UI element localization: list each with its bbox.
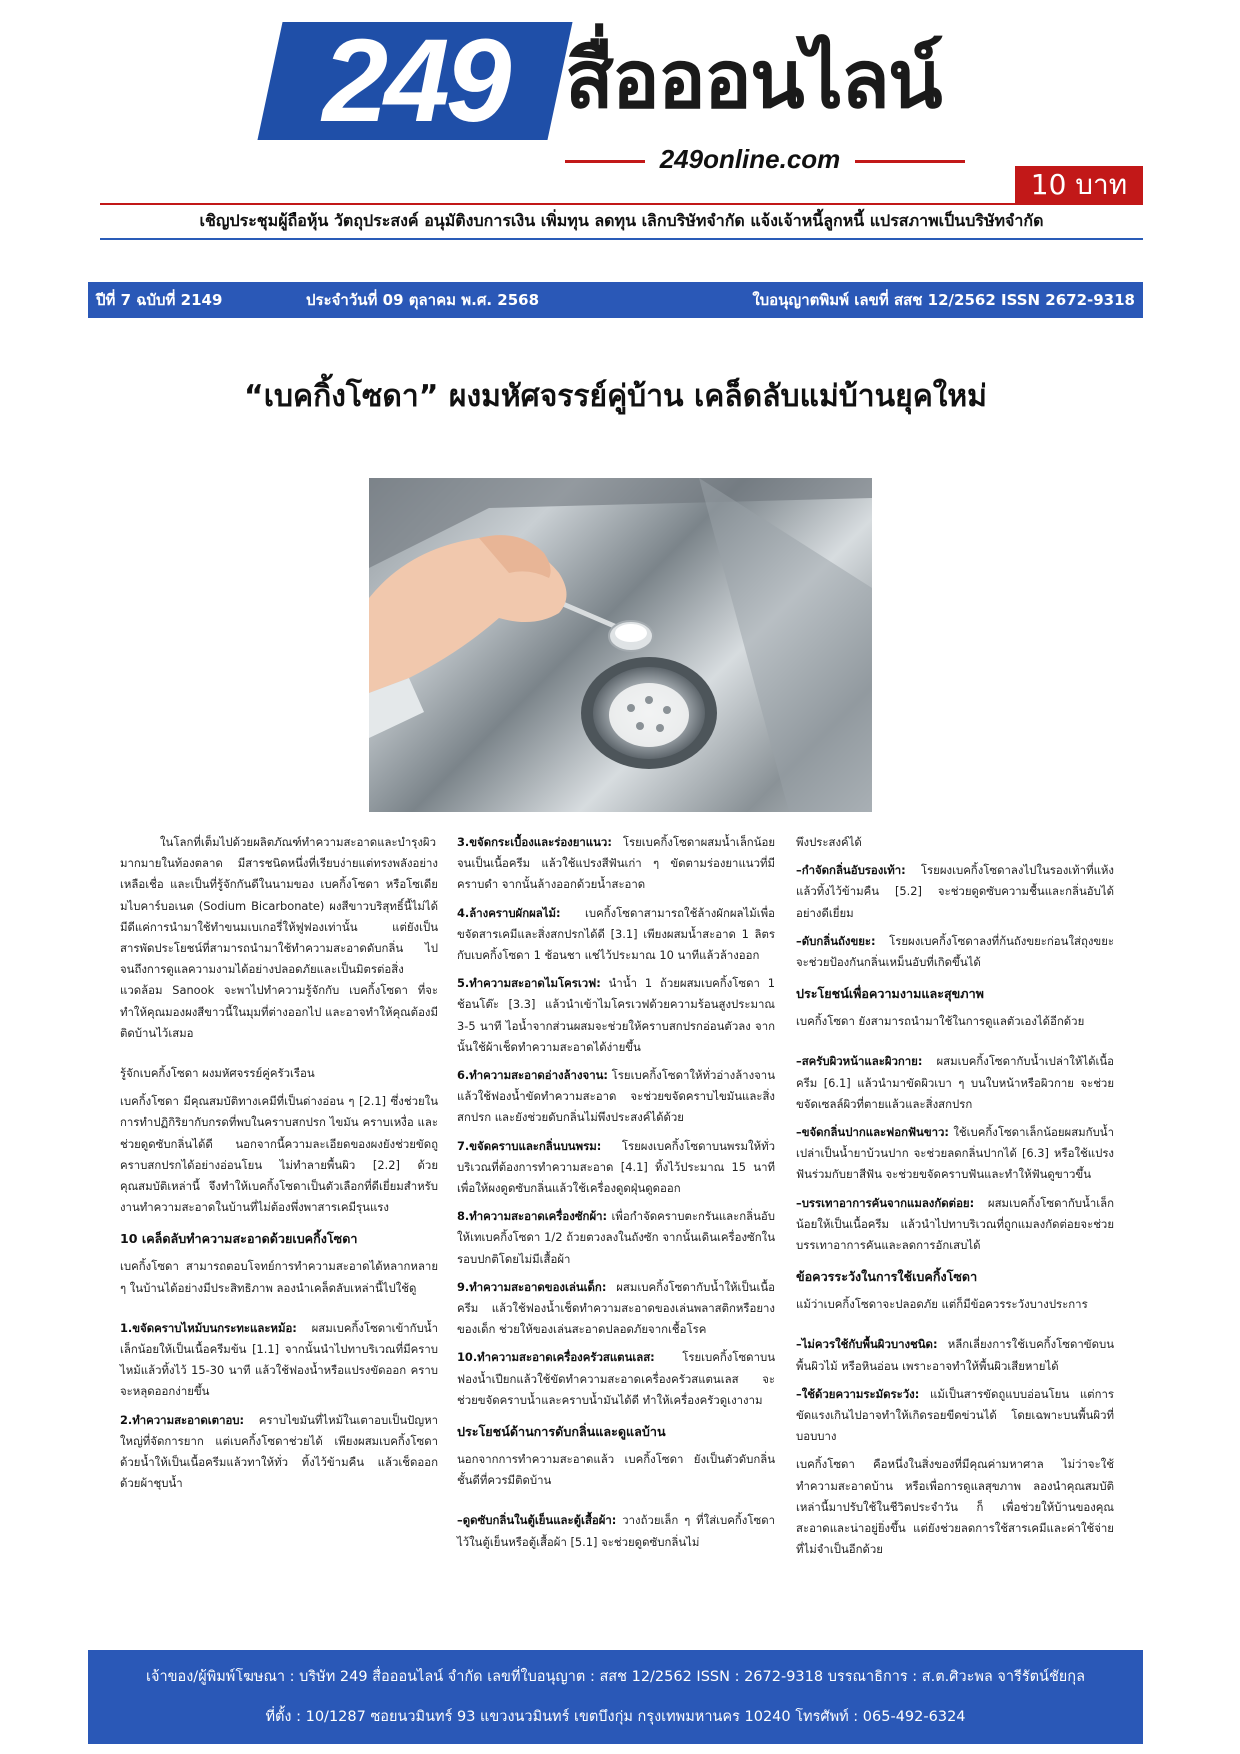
benefit-text: ผสมเบคกิ้งโซดากับน้ำเปล่าให้ได้เนื้อครีม [6.1] แล้วนำมาขัดผิวเบา ๆ บนใบหน้าหรือผิวกาย จะช่วยขจัดเซลล์ผิวที่ตายแล้วและสิ่งสกปรก [796, 1054, 1114, 1111]
footer-address-line: ที่ตั้ง : 10/1287 ซอยนวมินทร์ 93 แขวงนวมินทร์ เขตบึงกุ่ม กรุงเทพมหานคร 10240 โทรศัพท์ : 065-492-6324 [265, 1709, 966, 1725]
masthead-divider-top [100, 203, 1143, 205]
tip-text: ผสมเบคกิ้งโซดาเข้ากับน้ำเล็กน้อยให้เป็นเนื้อครีมข้น [1.1] จากนั้นนำไปทาบริเวณที่มีคราบไหม้แล้วทิ้งไว้ 15-30 นาที แล้วใช้ฟองน้ำหรือแปรงขัดออก คราบจะหลุดออกง่ายขึ้น [120, 1320, 438, 1399]
article-column-3 [796, 832, 1114, 1567]
tip-item [457, 1206, 775, 1270]
tip-text: นำน้ำ 1 ถ้วยผสมเบคกิ้งโซดา 1 ช้อนโต๊ะ [3.3] แล้วนำเข้าไมโครเวฟด้วยความร้อนสูงประมาณ 3-5 นาที ไอน้ำจากส่วนผสมจะช่วยให้คราบสกปรกอ่อนตัวลง จากนั้นใช้ผ้าเช็ดทำความสะอาดได้ง่ายขึ้น [457, 976, 775, 1054]
masthead-divider-bottom [100, 238, 1143, 240]
article-paragraph: เบคกิ้งโซดา มีคุณสมบัติทางเคมีที่เป็นด่างอ่อน ๆ [2.1] ซึ่งช่วยในการทำปฏิกิริยากับกรดที่พบในคราบสกปรก ไขมัน คราบเหงื่อ และช่วยดูดซับกลิ่นได้ดี นอกจากนี้ความละเอียดของผงยังช่วยขัดถูคราบสกปรกได้อย่างอ่อนโยน ไม่ทำลายพื้นผิว [2.2] ด้วยคุณสมบัติเหล่านี้ จึงทำให้เบคกิ้งโซดาเป็นตัวเลือกที่ดีเยี่ยมสำหรับงานทำความสะอาดในบ้านที่ไม่ต้องพึ่งพาสารเคมีรุนแรง [120, 1094, 438, 1215]
tip-title: 4.ล้างคราบผักผลไม้: [457, 905, 561, 920]
section-heading-beauty: ประโยชน์เพื่อความงามและสุขภาพ [796, 986, 984, 1002]
article-paragraph: เบคกิ้งโซดา ยังสามารถนำมาใช้ในการดูแลตัวเองได้อีกด้วย [796, 1014, 1085, 1029]
benefit-item [796, 1051, 1114, 1115]
tip-item [457, 973, 775, 1058]
tip-title: 8.ทำความสะอาดเครื่องซักผ้า: [457, 1209, 608, 1224]
tip-text: โรยเบคกิ้งโซดาผสมน้ำเล็กน้อยจนเป็นเนื้อครีม แล้วใช้แปรงสีฟันเก่า ๆ ขัดตามร่องยาแนวที่มีคราบดำ จากนั้นล้างออกด้วยน้ำสะอาด [457, 835, 775, 892]
tip-text: โรยผงเบคกิ้งโซดาบนพรมให้ทั่วบริเวณที่ต้องการทำความสะอาด [4.1] ทิ้งไว้ประมาณ 15 นาทีเพื่อให้ผงดูดซับกลิ่นแล้วใช้เครื่องดูดฝุ่นดูดออก [457, 1138, 775, 1196]
tip-item [457, 903, 775, 967]
tip-item [120, 1410, 438, 1495]
logo-rule-right [855, 160, 965, 163]
tip-title: 5.ทำความสะอาดไมโครเวฟ: [457, 976, 601, 991]
tip-text: เบคกิ้งโซดาสามารถใช้ล้างผักผลไม้เพื่อขจัดสารเคมีและสิ่งสกปรกได้ดี [3.1] เพียงผสมน้ำสะอาด 1 ลิตรกับเบคกิ้งโซดา 1 ช้อนชา แช่ไว้ประมาณ 10 นาทีแล้วล้างออก [457, 905, 775, 963]
article-body [120, 832, 1130, 1637]
masthead [0, 0, 1240, 235]
benefit-text: ใช้เบคกิ้งโซดาเล็กน้อยผสมกับน้ำเปล่าเป็นน้ำยาบ้วนปาก จะช่วยลดกลิ่นปากได้ [6.3] หรือใช้แปรงฟันร่วมกับยาสีฟัน จะช่วยขจัดคราบฟันและทำให้ฟันดูขาวขึ้น [796, 1125, 1114, 1182]
article-paragraph: เบคกิ้งโซดา สามารถตอบโจทย์การทำความสะอาดได้หลากหลาย ๆ ในบ้านได้อย่างมีประสิทธิภาพ ลองนำเคล็ดลับเหล่านี้ไปใช้ดู [120, 1259, 438, 1295]
benefit-item [796, 860, 1114, 924]
benefit-text: โรยผงเบคกิ้งโซดาลงที่ก้นถังขยะก่อนใส่ถุงขยะจะช่วยป้องกันกลิ่นเหม็นอับที่เกิดขึ้นได้ [796, 933, 1114, 970]
benefit-title: –ดับกลิ่นถังขยะ: [796, 933, 876, 948]
article-column-2 [457, 832, 775, 1560]
article-paragraph: แม้ว่าเบคกิ้งโซดาจะปลอดภัย แต่ก็มีข้อควรระวังบางประการ [796, 1297, 1088, 1312]
section-heading-caution: ข้อควรระวังในการใช้เบคกิ้งโซดา [796, 1269, 978, 1285]
masthead-tagline: เชิญประชุมผู้ถือหุ้น วัตถุประสงค์ อนุมัติงบการเงิน เพิ่มทุน ลดทุน เลิกบริษัทจำกัด แจ้งเจ้าหนี้ลูกหนี้ แปรสภาพเป็นบริษัทจำกัด [199, 211, 1044, 230]
tip-item [457, 1065, 775, 1129]
tip-text: คราบไขมันที่ไหม้ในเตาอบเป็นปัญหาใหญ่ที่จัดการยาก แต่เบคกิ้งโซดาช่วยได้ เพียงผสมเบคกิ้งโซดา ด้วยน้ำให้เป็นเนื้อครีมแล้วทาให้ทั่ว ทิ้งไว้ข้ามคืน แล้วเช็ดออกด้วยผ้าชุบน้ำ [120, 1412, 438, 1491]
section-heading-deodorize: ประโยชน์ด้านการดับกลิ่นและดูแลบ้าน [457, 1424, 666, 1440]
logo-website: 249online.com [659, 144, 841, 174]
benefit-item [457, 1510, 775, 1552]
benefit-title: –สครับผิวหน้าและผิวกาย: [796, 1054, 923, 1069]
caution-text: แม้เป็นสารขัดถูแบบอ่อนโยน แต่การขัดแรงเกินไปอาจทำให้เกิดรอยขีดข่วนได้ โดยเฉพาะบนพื้นผิวที่บอบบาง [796, 1386, 1114, 1444]
benefit-text: วางถ้วยเล็ก ๆ ที่ใส่เบคกิ้งโซดาไว้ในตู้เย็นหรือตู้เสื้อผ้า [5.1] จะช่วยดูดซับกลิ่นไม่ [457, 1513, 775, 1549]
tip-text: โรยเบคกิ้งโซดาบนฟองน้ำเปียกแล้วใช้ขัดทำความสะอาดเครื่องครัวสแตนเลส จะช่วยขจัดคราบน้ำและคราบน้ำมันได้ดี ทำให้เครื่องครัวดูเงางาม [457, 1350, 775, 1407]
benefit-item [796, 1122, 1114, 1186]
tip-title: 6.ทำความสะอาดอ่างล้างจาน: [457, 1068, 608, 1083]
tip-text: ผสมเบคกิ้งโซดากับน้ำให้เป็นเนื้อครีม แล้วใช้ฟองน้ำเช็ดทำความสะอาดของเล่นพลาสติกหรือยางของเด็ก ช่วยให้ของเล่นสะอาดปลอดภัยจากเชื้อโรค [457, 1279, 775, 1337]
logo-number: 249 [322, 15, 508, 147]
section-heading-tips: 10 เคล็ดลับทำความสะอาดด้วยเบคกิ้งโซดา [120, 1231, 358, 1247]
caution-text: หลีกเลี่ยงการใช้เบคกิ้งโซดาขัดบนพื้นผิวไม้ หรือหินอ่อน เพราะอาจทำให้พื้นผิวเสียหายได้ [796, 1337, 1114, 1373]
article-headline: “เบคกิ้งโซดา” ผงมหัศจรรย์คู่บ้าน เคล็ดลับแม่บ้านยุคใหม่ [244, 379, 987, 414]
tip-item [457, 1136, 775, 1200]
caution-title: –ใช้ด้วยความระมัดระวัง: [796, 1386, 920, 1401]
tip-title: 3.ขจัดกระเบื้องและร่องยาแนว: [457, 835, 612, 849]
article-paragraph: พึงประสงค์ได้ [796, 835, 862, 849]
print-license: ใบอนุญาตพิมพ์ เลขที่ สสช 12/2562 ISSN 2672-9318 [752, 291, 1135, 309]
benefit-title: –ดูดซับกลิ่นในตู้เย็นและตู้เสื้อผ้า: [457, 1513, 617, 1528]
article-closing: เบคกิ้งโซดา คือหนึ่งในสิ่งของที่มีคุณค่ามหาศาล ไม่ว่าจะใช้ทำความสะอาดบ้าน หรือเพื่อการดูแลสุขภาพ ลองนำคุณสมบัติเหล่านี้มาปรับใช้ในชีวิตประจำวัน ก็ เพื่อช่วยให้บ้านของคุณสะอาดและน่าอยู่ยิ่งขึ้น แต่ยังช่วยลดการใช้สารเคมีและค่าใช้จ่ายที่ไม่จำเป็นอีกด้วย [796, 1457, 1114, 1557]
article-photo [369, 478, 872, 812]
price-badge: 10 บาท [1015, 166, 1143, 204]
issue-number: ปีที่ 7 ฉบับที่ 2149 [96, 291, 223, 309]
tip-title: 10.ทำความสะอาดเครื่องครัวสแตนเลส: [457, 1350, 655, 1365]
logo-thai-text: สื่อออนไลน์ [565, 33, 941, 126]
benefit-item [796, 1193, 1114, 1257]
logo-number-block [257, 15, 572, 147]
sink-illustration [369, 478, 872, 812]
logo-rule-left [565, 160, 645, 163]
caution-item [796, 1384, 1114, 1448]
tip-item [457, 1277, 775, 1341]
tip-title: 1.ขจัดคราบไหม้บนกระทะและหม้อ: [120, 1320, 297, 1335]
benefit-title: –กำจัดกลิ่นอับรองเท้า: [796, 863, 906, 878]
tip-title: 9.ทำความสะอาดของเล่นเด็ก: [457, 1279, 607, 1294]
issue-date: ประจำวันที่ 09 ตุลาคม พ.ศ. 2568 [306, 291, 540, 309]
tip-title: 7.ขจัดคราบและกลิ่นบนพรม: [457, 1138, 602, 1153]
benefit-item [796, 931, 1114, 973]
footer-publisher-line: เจ้าของ/ผู้พิมพ์โฆษณา : บริษัท 249 สื่อออนไลน์ จำกัด เลขที่ใบอนุญาต : สสช 12/2562 ISSN : 2672-9318 บรรณาธิการ : ส.ต.ศิวะพล จารีรัตน์ชัยกุล [146, 1669, 1085, 1685]
benefit-title: –บรรเทาอาการคันจากแมลงกัดต่อย: [796, 1195, 975, 1210]
tip-item [120, 1318, 438, 1403]
benefit-text: ผสมเบคกิ้งโซดากับน้ำเล็กน้อยให้เป็นเนื้อครีม แล้วนำไปทาบริเวณที่ถูกแมลงกัดต่อยจะช่วยบรรเทาอาการคันและลดการอักเสบได้ [796, 1195, 1114, 1253]
tip-text: โรยเบคกิ้งโซดาให้ทั่วอ่างล้างจานแล้วใช้ฟองน้ำขัดทำความสะอาด จะช่วยขจัดคราบไขมันและสิ่งสกปรก และยังช่วยดับกลิ่นไม่พึงประสงค์ได้ด้วย [457, 1068, 775, 1125]
tip-text: เพื่อกำจัดคราบตะกรันและกลิ่นอับ ให้เทเบคกิ้งโซดา 1/2 ถ้วยตวงลงในถังซัก จากนั้นเดินเครื่องซักในรอบปกติโดยไม่มีเสื้อผ้า [457, 1209, 775, 1266]
subheading-about: รู้จักเบคกิ้งโซดา ผงมหัศจรรย์คู่ครัวเรือน [120, 1066, 315, 1081]
caution-item [796, 1334, 1114, 1376]
article-intro: ในโลกที่เต็มไปด้วยผลิตภัณฑ์ทำความสะอาดและบำรุงผิวมากมายในท้องตลาด มีสารชนิดหนึ่งที่เรียบง่ายแต่ทรงพลังอย่างเหลือเชื่อ และเป็นที่รู้จักกันดีในนามของ เบคกิ้งโซดา หรือโซเดียมไบคาร์บอเนต (Sodium Bicarbonate) ผงสีขาวบริสุทธิ์นี้ไม่ได้มีดีแค่การนำมาใช้ทำขนมเบเกอรี่ให้ฟูฟองเท่านั้น แต่ยังเป็นสารพัดประโยชน์ที่สามารถนำมาใช้ทำความสะอาดดับกลิ่น ไปจนถึงการดูแลความงามได้อย่างปลอดภัยและเป็นมิตรต่อสิ่งแวดล้อม Sanook จะพาไปทำความรู้จักกับ เบคกิ้งโซดา ที่จะทำให้คุณมองผงสีขาวนี้ในมุมที่ต่างออกไป และอาจทำให้คุณต้องมีติดบ้านไว้เสมอ [120, 835, 438, 1040]
article-column-1 [120, 832, 438, 1501]
tip-title: 2.ทำความสะอาดเตาอบ: [120, 1412, 245, 1427]
tip-item [457, 1347, 775, 1411]
benefit-text: โรยผงเบคกิ้งโซดาลงไปในรองเท้าที่แห้ง แล้วทิ้งไว้ข้ามคืน [5.2] จะช่วยดูดซับความชื้นและกลิ่นอับได้อย่างดีเยี่ยม [796, 863, 1114, 920]
benefit-title: –ขจัดกลิ่นปากและฟอกฟันขาว: [796, 1125, 949, 1140]
publisher-footer [88, 1650, 1143, 1744]
issue-bar [88, 282, 1143, 318]
tip-item [457, 832, 775, 896]
article-paragraph: นอกจากการทำความสะอาดแล้ว เบคกิ้งโซดา ยังเป็นตัวดับกลิ่นชั้นดีที่ควรมีติดบ้าน [457, 1452, 775, 1488]
caution-title: –ไม่ควรใช้กับพื้นผิวบางชนิด: [796, 1337, 938, 1352]
